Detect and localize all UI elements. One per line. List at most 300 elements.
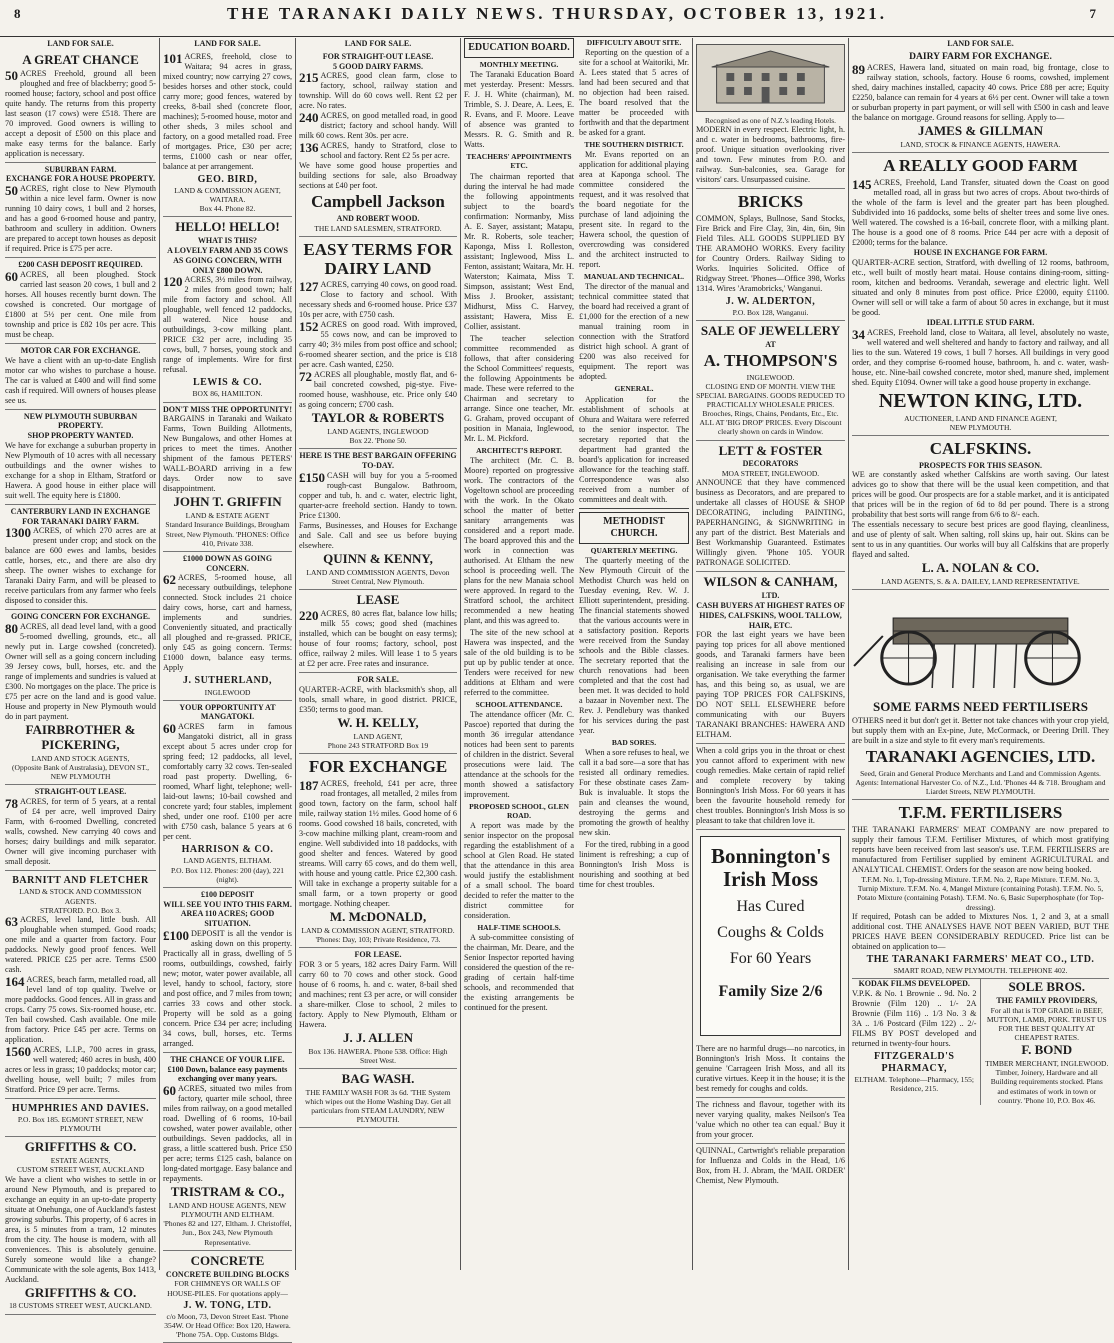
ad-tristram: [163, 1053, 292, 1251]
firm-subtitle: LAND AGENT,: [353, 731, 403, 741]
ad-body: ACRES, all dead level land, with a good 5-roomed dwelling, grounds, etc., all newly put in. Large cowshed (concreted). Owner will sell as a going concern including 39 Jersey cows, bull, horses, etc. and the range of implements and sundries is valued at £300. No mortgages on the place. The price is £75 per acre on the land and is good value. House and property in New Plymouth would do in part payment.: [5, 622, 156, 722]
ad-headline: A REALLY GOOD FARM: [883, 156, 1078, 176]
ad-waitara-farm: [163, 50, 292, 218]
ad-quinn-kenny: [299, 449, 457, 590]
ad-kelly: [299, 673, 457, 754]
firm-name: JAMES & GILLMAN: [918, 123, 1043, 139]
article-education-board: [464, 38, 574, 1015]
firm-name: HARRISON & CO.: [181, 844, 274, 856]
page-number-left: 8: [14, 6, 21, 21]
article-subheading: ARCHITECT'S REPORT.: [476, 445, 562, 455]
firm-subtitle: ESTATE AGENTS,: [50, 1156, 111, 1166]
article-paragraph: The quarterly meeting of the New Plymouth Circuit of the Methodist Church was held on Tuesday evening, Rev. W. J. Elliott superintendent, presiding. The financial statements showed that the various accounts were in a satisfactory position. Reports were received from the Sunday schools and the Bible classes. The secretary reported that the church renovations had been completed and that the cost had been met. It was decided to hold a bazaar in November next. The Rev. J. Pendlebury was thanked for his services during the past year.: [579, 556, 689, 736]
article-paragraph: The director of the manual and technical committee stated that the board had received a grant of £1,000 for the erection of a new manual training room in connection with the Stratford district high school. A grant of £200 was also received for equipment. The report was adopted.: [579, 282, 689, 382]
ad-body: FOR the last eight years we have been paying top prices for all above mentioned goods, and Taranaki farmers have been realising an increase in sale from our organisation. We take everything the farmer has, and this being so, as usual, we are paying TOP PRICES FOR CALFSKINS, DO NOT SELL ELSEWHERE before communicating with our Buyers TARANAKI BRANCHES: HAWERA AND ELTHAM.: [696, 630, 845, 740]
ad-headline: T.F.M. FERTILISERS: [898, 803, 1063, 823]
firm-name: BARNITT AND FLETCHER: [12, 875, 149, 887]
firm-address: Standard Insurance Buildings, Brougham Street, New Plymouth. 'PHONES: Office 410, Private 338.: [165, 520, 290, 548]
ad-body: The essentials necessary to secure best prices are good flaying, cleanliness, and use of plenty of salt. When salting, roll skins up, hair out. Skins can be sent to us in any quantities. Our works will buy all Calfskins that are properly flayed and salted.: [852, 520, 1109, 560]
ad-body: MODERN in every respect. Electric light, h. and c. water in bedrooms, bathrooms, fire-proof. Unique situation overlooking river and town. Few minutes from P.O. and railway. Sun-balconies, sea. Garage for visitors' cars. Unsurpassed cuisine.: [696, 125, 845, 185]
ad-body: ACRES on good road. With improved, 55 cows now, and can be improved to carry 40; 3½ miles from post office and school; 6-roomed shearer section, and the price is £18 per acre. Cash wanted, £250.: [299, 320, 457, 370]
ad-mangatoki: [163, 701, 292, 888]
ad-body: CASH will buy for you a 5-roomed rough-cast Bungalow. Bathroom, copper and tub, h. and c. water, electric light, quarter-acre freehold section. Handy to town. Price £1300.: [299, 470, 457, 520]
acre-number: 187: [299, 777, 319, 793]
firm-address: BOX 86, HAMILTON.: [192, 389, 263, 399]
ad-body: ACRES, 80 acres flat, balance low hills; milk 55 cows; good shed (machines installed, which can be bought on easy terms); house of four rooms; factory, school, post office, railway 2 miles. Will lease 1 to 5 years at £2 per acre. Free rates and insurance.: [299, 609, 457, 669]
ad-griffiths: [5, 1137, 156, 1314]
ad-body: ACRES, for term of 5 years, at a rental of £4 per acre, well improved Dairy Farm, with 6-roomed Dwelling, concreted walls, cowshed. New carrying 40 cows and horses; dairy buildings and milk separator. Owner will give incoming purchaser with small deposit.: [5, 797, 156, 867]
firm-name: J. J. ALLEN: [342, 1029, 414, 1045]
ad-body: ACRES, 3½ miles from railway, 2 miles from good town; half mile from factory and school. All ploughable, well fenced 12 paddocks, all watered. Nice house and outbuildings, 3-cow milking plant. PRICE £32 per acre, including 35 cows, bull, 7 horses, young stock and range of implements. Wire for first refusal.: [163, 275, 292, 375]
article-paragraph: Application for the establishment of schools at Ohura and Waitara were referred to the senior inspector. The secretary reported that the department had granted the board's application for increased allowance for the teaching staff. Correspondence was also received from a number of committees and dealt with.: [579, 394, 689, 504]
ad-headline: £100 DEPOSIT: [200, 889, 255, 899]
firm-name: GEO. BIRD,: [197, 173, 258, 185]
ad-headline: KODAK FILMS DEVELOPED.: [858, 979, 970, 989]
acre-number: 50: [5, 67, 18, 83]
article-subheading: DIFFICULTY ABOUT SITE.: [586, 38, 682, 47]
ad-body: ACRES, all been ploughed. Stock carried last season 20 cows, 1 bull and 2 horses. All houses recently burnt down. The cowshed is concreted. Our mortgage of £1800 at 5½ per cent. One mile from township and price is £82 10s per acre. This must be cheap.: [5, 269, 156, 339]
ad-lead: A LOVELY FARM AND 35 COWS AS GOING CONCERN, WITH ONLY £800 DOWN.: [167, 246, 288, 275]
column-4-news: [461, 38, 693, 1270]
ad-subheading: AT: [765, 340, 776, 350]
ad-body: V.P.K. & No. 1 Brownie .. 9d. No. 2 Brownie (Film 120) .. 1/- 2A Brownie (Film 116) .. 1/3 No. 3 & 3A .. 1/6 Postcard (Film 122) .. 2/- FILMS BY POST developed and returned in twenty-four hours.: [852, 988, 977, 1048]
ad-body: ACRES, L.I.P., 700 acres in grass, well watered; 460 acres in bush, 400 acres or less in grass; 10 paddocks; motor car; dwelling house, well built; 7 miles from Stratford. Price £9 per acre. Terms.: [5, 1044, 156, 1094]
firm-address: SMART ROAD, NEW PLYMOUTH. TELEPHONE 402.: [893, 965, 1068, 975]
firm-name: HUMPHRIES AND DAVIES.: [11, 1102, 150, 1114]
ad-caption: Recognised as one of N.Z.'s leading Hotels.: [704, 116, 837, 125]
ad-headline: FOR SALE.: [357, 675, 399, 685]
ad-subheading: CONCRETE BUILDING BLOCKS: [165, 1269, 290, 1279]
page-number-right: 7: [1089, 6, 1096, 21]
ad-headline: A GREAT CHANCE: [22, 51, 139, 67]
acre-number: 60: [163, 721, 176, 737]
ad-lead: £100 Down, balance easy payments exchanging over many years.: [167, 1064, 288, 1084]
article-subheading: QUARTERLY MEETING.: [590, 545, 678, 555]
firm-subtitle: AND ROBERT WOOD.: [336, 213, 420, 223]
firm-subtitle: LAND AGENTS, ELTHAM.: [183, 856, 272, 866]
ad-fertilisers-drill: [852, 590, 1109, 800]
firm-subtitle: LAND & STOCK AND COMMISSION AGENTS.: [19, 887, 142, 906]
acre-number: 50: [5, 183, 18, 199]
ad-body: We have a client who wishes to settle in or around New Plymouth, and is prepared to exchange an equity in an up-to-date property situate at Onehunga, one of Auckland's fastest growing suburbs. This property, of 6 acres in area, is 5 minutes from a tram, 12 minutes from the city. The house is modern, with all conveniences. This is absolutely genuine. Surely someone would like a change? Communicate with the sole agents, Box 1413, Auckland.: [5, 1174, 156, 1284]
ad-headline: FOR LEASE.: [354, 949, 402, 959]
firm-address: P.O. Box 112. Phones: 200 (day), 221 (night).: [170, 865, 285, 884]
ad-lead: WILL SEE YOU INTO THIS FARM. AREA 110 ACRES; GOOD SITUATION.: [163, 899, 292, 929]
ad-great-chance: [5, 50, 156, 163]
firm-address: INGLEWOOD.: [746, 372, 795, 382]
ad-body: WE are constantly asked whether Calfskins are worth saving. Our latest advices go to show that there will be the usual keen competition, and that prices will be good. Our prospects are for a stable market, and it is anticipated that prices will be in the region of 6d to 8d per pound. There is a strong probability that best sorts will range from 6/6 to 8/- each.: [852, 470, 1109, 520]
ad-tagline: Coughs & Colds: [717, 923, 824, 941]
article-subheading: TEACHERS' APPOINTMENTS ETC.: [466, 152, 572, 171]
ad-body: BARGAINS in Taranaki and Waikato Farms, Town Building Allotments, New Bungalows, and other Homes at prices to meet the times. Another shipment of the famous PETERS' WALL-BOARD arriving in a few days. Order now to save disappointment.: [163, 414, 292, 494]
ad-body: ACRES farm in famous Mangatoki district, all in grass except about 5 acres under crop for spring feed; 12 paddocks, all level, comfortably carry 32 cows. Ten-sealed road past property. Dwelling, 6-roomed, Wharf light, telephone; well-laid-out lawns; 10-bail cowshed and concrete yard; four stables, implement shed, under one roof. £100 per acre with £750 cash, balance 5 years at 6 per cent.: [163, 722, 292, 842]
acre-number: £150: [299, 469, 325, 485]
ad-neilsons-tea: [696, 1098, 845, 1144]
column-3: [296, 38, 461, 1270]
ad-body: We have some good house properties and building sections for sale, also Broadway sections at £40 per foot.: [299, 161, 457, 191]
ad-body: ACRES, Freehold land, close to Waitara, all level, absolutely no waste, well watered and well sheltered and handy to factory and railway, and all lies to the sun. Watered 19 cows, 1 bull 7 horses. All buildings in very good order, and they comprise 6-roomed house, bathroom, h. and c. water, wash-house, etc. Nine-bail cowshed concrete, motor shed, manure shed, implement shed. Equity £1094. Owner will take a good house property in exchange.: [852, 327, 1109, 387]
acre-number: 72: [299, 369, 312, 385]
ad-body: ACRES, beach farm, metalled road, all level land of top quality. Twelve or more paddocks. Good fences. All in grass and crops. Carry 75 cows. Six-roomed house, etc. Ten bail cowshed. Cash available. One mile from factory. Price £45 per acre. Terms on application.: [5, 974, 156, 1044]
hotel-building-icon: [697, 45, 844, 111]
ad-headline: STRAIGHT-OUT LEASE.: [34, 787, 127, 797]
acre-number: 101: [163, 50, 183, 66]
acre-number: 60: [5, 268, 18, 284]
ad-body: ACRES all ploughable, mostly flat, and 6-bail concreted cowshed, pig-stye. Five-roomed house, washhouse, etc. Price only £40 as going concern; £700 cash.: [299, 370, 457, 410]
article-paragraph: Reporting on the question of a site for a school at Waitoriki, Mr. A. Lees stated that 5 acres of land had been secured and that no objection had been raised. The board resolved that the matter be proceeded with forthwith and that the department be asked for a grant.: [579, 48, 689, 138]
firm-subtitle: THE FAMILY PROVIDERS,: [996, 995, 1098, 1005]
ad-body: QUINNAL, Cartwright's reliable preparation for Influenza and Colds in the Head, 1/6 Box, from H. J. Abram, the 'MAIL ORDER' Chemist, New Plymouth.: [696, 1146, 845, 1186]
acre-number: 78: [5, 796, 18, 812]
acre-number: 89: [852, 62, 865, 78]
ad-irish-moss-text: [696, 744, 845, 830]
ad-body: Timber, Joinery, Hardware and all Building requirements stocked. Plans and estimates of work in town or country. 'Phone 10, P.O. Box 46.: [990, 1068, 1103, 1105]
ad-body: ACRES, Freehold, Land Transfer, situated down the Coast on good metalled road, all in grass but two acres of crops. About two-thirds of the whole of the farm is level and the greater part has been ploughed. Subdivided into 16 paddocks, some belts of shelter trees and some live ones. Well watered. The cowshed is a 16-bail, concrete floor, with a milking plant. The house is a good one of 8 rooms. Price £44 per acre with a deposit of £2000; terms for the balance.: [852, 178, 1109, 248]
ad-quinnal: [696, 1144, 845, 1189]
article-paragraph: The site of the new school at Hawera was inspected, and the sale of the old building is to be put up by public tender at once. Tenders were received for new additions at Eltham and were referred to the committee.: [464, 627, 574, 697]
article-subheading: HALF-TIME SCHOOLS.: [477, 923, 561, 933]
ad-body: ANNOUNCE that they have commenced business as Decorators, and are prepared to undertake all classes of HOUSE & SHOP DECORATING, including PAINTING, PAPERHANGING, & SIGNWRITING in any part of the district. Best Materials and Best Workmanship Guaranteed. Estimates Willingly given. 'Phone 105. YOUR PATRONAGE SOLICITED.: [696, 478, 845, 568]
ad-np-suburban: [5, 410, 156, 505]
divider: [579, 508, 689, 509]
ad-straight-out-lease: [5, 785, 156, 871]
ad-subheading: WHAT IS THIS?: [197, 236, 258, 246]
product-list: T.F.M. No. 1, Top-dressing Mixture. T.F.M. No. 2, Rape Mixture. T.F.M. No. 3, Turnip Mixture. T.F.M. No. 4, Mangel Mixture (containing Potash). T.F.M. No. 5, Potato Mixture (containing Potash). T.F.M. No. 6, Basic Superphosphate (for Top-dressing).: [857, 875, 1104, 912]
column-2: [160, 38, 296, 1340]
article-continued: [579, 38, 689, 1015]
ad-subheading: CASH BUYERS AT HIGHEST RATES OF HIDES, CALFSKINS, WOOL TALLOW, HAIR, ETC.: [696, 601, 845, 630]
ad-newton-king: [852, 153, 1109, 435]
acre-number: 215: [299, 70, 319, 86]
ad-body: ACRES, of which 270 acres are at present under crop; and stock on the balance are 600 ewes and lambs, besides cattle, horses, etc., and there are also dry sheep. The owner wishes to exchange for Taranaki Dairy Farm, and will be pleased to receive particulars from any farmer who feels disposed to consider this.: [5, 526, 156, 606]
article-subheading: SCHOOL ATTENDANCE.: [475, 699, 563, 709]
article-subheading: MANUAL AND TECHNICAL.: [583, 272, 685, 282]
firm-address: Agents: International Harvester Co. of N.Z., Ltd. 'Phones 44 & 718. Brougham and Liardet Streets, NEW PLYMOUTH.: [855, 778, 1106, 797]
ad-headline: HERE IS THE BEST BARGAIN OFFERING TO-DAY.: [299, 451, 457, 471]
ad-body: For all that is TOP GRADE in BEEF, MUTTON, LAMB, PORK. TRUST US FOR THE BEST QUALITY AT CHEAPEST RATES.: [986, 1005, 1107, 1043]
price-label: Family Size 2/6: [718, 983, 823, 1001]
firm-name: J. W. ALDERTON,: [725, 295, 816, 307]
ad-headline: £1000 DOWN AS GOING CONCERN.: [182, 553, 273, 573]
ad-mcdonald: [299, 754, 457, 948]
firm-address: (Opposite Bank of Australasia), DEVON ST., NEW PLYMOUTH: [12, 763, 149, 782]
firm-address: 18 CUSTOMS STREET WEST, AUCKLAND.: [9, 1301, 152, 1311]
seed-drill-icon: [852, 596, 1109, 696]
ad-headline: BAG WASH.: [341, 1070, 415, 1086]
ad-subheading: EXCHANGE FOR A HOUSE PROPERTY.: [6, 174, 155, 184]
firm-subtitle: LAND AND STOCK AGENTS,: [31, 754, 130, 764]
article-paragraph: The attendance officer (Mr. C. Pascoe) reported that during the month 36 irregular attendance notices had been sent to parents of children in the district. Several prosecutions were laid. The attendance at the schools for the month showed a satisfactory improvement.: [464, 709, 574, 799]
ad-body: DEPOSIT is all the vendor is asking down on this property. Practically all in grass, dwelling of 5 rooms, outbuildings, cowshed, fairly new; motor, water power available, all level, handy to school, factory, store and post office, and 7 miles from town; carries 33 cows and other stock. Property will be sold as a going concern. Price £34 per acre; including 34 cows, bull, horses, etc. Terms arranged.: [163, 928, 293, 1048]
ad-body: ACRES, 5-roomed house, all necessary outbuildings, telephone connected. Stock includes 21 choice dairy cows, horse, cart and harness, implements and sundries. Conveniently situated, and practically all ploughed and re-grassed. PRICE, only £45 as going concern. Terms: £1000 down, balance easy terms. Apply: [163, 573, 292, 673]
ad-kodak: [852, 979, 981, 1105]
ad-body: ACRES, level land, little bush. All ploughable when stumped. Good roads; one mile and a quarter from factory. Four paddocks. Newly good proof fences. Well watered. PRICE £25 per acre. Terms £500 cash.: [5, 914, 156, 974]
ad-body: The richness and flavour, together with its never varying quality, makes Neilson's Tea 'value which no other tea can equal.' Buy it from your grocer.: [696, 1100, 845, 1140]
ad-headline: HELLO! HELLO!: [175, 219, 280, 235]
firm-name: J. SUTHERLAND,: [183, 675, 272, 687]
ad-going-concern: [5, 610, 156, 785]
ad-wilson-canham: [696, 572, 845, 744]
ad-body: We have a client with an up-to-date English motor car who wishes to purchase a house. The car is valued at £400 and will find some cash if required. Will owners of houses please see us.: [5, 355, 156, 405]
ad-subheading: SHOP PROPERTY WANTED.: [27, 431, 134, 441]
ad-allen: [299, 948, 457, 1069]
firm-name: TARANAKI AGENCIES, LTD.: [865, 747, 1096, 767]
ad-body: QUARTER-ACRE section, Stratford, with dwelling of 12 rooms, bathroom, etc., well built of mostly heart matai. House contains dining-room, sitting-room, kitchen and bedrooms. Verandah, sewerage and electric light. Well situated and only 8 minutes from post office. Price £2000, equity £1100. Owner will sell or will take a farm of about 50 acres in exchange, but it must be good.: [852, 257, 1109, 317]
acre-number: £100: [163, 927, 189, 943]
acre-number: 1560: [5, 1043, 31, 1059]
ad-headline: BRICKS: [737, 192, 804, 212]
firm-name: L. A. NOLAN & CO.: [921, 560, 1040, 576]
ad-jewellery: [696, 321, 845, 440]
ad-subheading: HOUSE IN EXCHANGE FOR FARM.: [913, 248, 1048, 258]
ad-body: ACRES, good clean farm, close to factory, school, railway station and township. Will do 60 cows well. Rent £2 per acre. No rates.: [299, 71, 457, 111]
firm-address: THE LAND SALESMEN, STRATFORD.: [314, 223, 442, 233]
irish-moss-advertisement: [700, 836, 841, 1036]
ad-100-deposit: [163, 888, 292, 1053]
ad-body: THE TARANAKI FARMERS' MEAT COMPANY are now prepared to supply their famous T.F.M. Fertiliser Mixtures, of which most gratifying reports have been received from last season's use. T.F.M. FERTILISERS are manufactured from Fertiliser supplied by eminent AGRICULTURAL and ANALYTICAL CHEMIST. Orders for the season are now being booked.: [852, 825, 1109, 875]
firm-name: WILSON & CANHAM,: [703, 574, 838, 590]
ad-body: COMMON, Splays, Bullnose, Sand Stocks, Fire Brick and Fire Clay, 3in, 4in, 6in, 9in Field Tiles. ALL GOODS SUPPLIED BY THE ARAMOHO WORKS. Every facility for Country Orders. Railway Siding to Works. Inquiries Solicited. Office of Ridgway Street. 'Phones—Office 398, Works 1314. Wires 'Aramobricks,' Wanganui.: [696, 213, 845, 293]
category-heading: LAND FOR SALE.: [194, 39, 261, 48]
ad-suburban-farm: [5, 163, 156, 259]
firm-name: GRIFFITHS & CO.: [24, 1139, 137, 1155]
firm-name: JOHN T. GRIFFIN: [173, 494, 282, 510]
ad-headline: FOR STRAIGHT-OUT LEASE.: [322, 51, 434, 61]
category-heading: LAND FOR SALE.: [344, 39, 412, 48]
ad-headline: £200 CASH DEPOSIT REQUIRED.: [18, 260, 143, 270]
ad-headline: SUBURBAN FARM.: [44, 164, 117, 174]
firm-address: Box 22. 'Phone 50.: [349, 436, 407, 446]
ad-canterbury: [5, 505, 156, 611]
ad-headline: SOME FARMS NEED FERTILISERS: [873, 699, 1088, 715]
article-subheading: PROPOSED SCHOOL, GLEN ROAD.: [469, 801, 569, 821]
article-subheading: THE SOUTHERN DISTRICT.: [584, 140, 684, 150]
firm-name: GRIFFITHS & CO.: [24, 1284, 137, 1300]
firm-subtitle: AUCTIONEER, LAND AND FINANCE AGENT,: [904, 413, 1057, 423]
firm-name: THE TARANAKI FARMERS' MEAT CO., LTD.: [866, 953, 1095, 965]
ad-barnitt-fletcher: [5, 871, 156, 1099]
column-6: [849, 38, 1112, 1270]
article-paragraph: The architect (Mr. C. B. Moore) reported on progressive work. The contractors of the Vogeltown school are proceeding with the work. In the Okato school the matter of better sanitary arrangements was considered and a report made. The board approved this and the work in connection was authorised. At Eltham the new school is proceeding well. The plans for the new Manaia school were approved. In regard to the Stratford school, the architect recommended a new heating plant, and this was agreed to.: [464, 455, 574, 625]
firm-subtitle: LTD.: [761, 591, 780, 601]
firm-name: FITZGERALD'S PHARMACY,: [874, 1050, 955, 1074]
article-paragraph: When a sore refuses to heal, we call it a bad sore—a sore that has resisted all ordinary remedies. For these obstinate cases Zam-Buk is invaluable. It stops the pain and cleanses the wound, destroying the germs and promoting the growth of healthy new skin.: [579, 748, 689, 838]
ad-griffin: [163, 403, 292, 552]
acre-number: 80: [5, 621, 18, 637]
ad-body: ACRES, carrying 40 cows, on good road. Close to factory and school. With necessary sheds and 6-roomed house. Price £37 10s per acre, with £750 cash.: [299, 280, 457, 320]
ad-calfskins: [852, 436, 1109, 591]
ad-lease: [299, 590, 457, 673]
acre-number: 1300: [5, 525, 31, 541]
article-paragraph: The chairman reported that during the interval he had made the following appointments subject to the board's confirmation: Normanby, Miss A. E. Sayer, assistant; Matapu, Mr. R. Roberts, sole teacher; Kaponga, Miss I. Rolleston, assistant; Inglewood, Miss L. Fenton, assistant; Waitara, Mr. H. Waterston; Kaimata, Miss T. Simpson, assistant; West End, Miss J. Brooker, assistant; Midhurst, Miss C. Harvey, assistant; Hawera, Miss E. Collier, assistant.: [464, 171, 574, 331]
ad-body: ACRES, handy to Stratford, close to school and factory. Rent £2 5s per acre.: [320, 141, 457, 161]
ad-headline: SALE OF JEWELLERY: [700, 323, 841, 339]
firm-subtitle: LAND & ESTATE AGENT: [185, 511, 270, 521]
ad-cash-deposit: [5, 258, 156, 344]
ad-bag-wash: [299, 1069, 457, 1129]
firm-address: P.O. Box 185. EGMONT STREET, NEW PLYMOUTH: [17, 1115, 144, 1134]
ad-subheading: PROSPECTS FOR THIS SEASON.: [919, 460, 1042, 470]
firm-address: 'Phones 82 and 127, Eltham. J. Christoffel, Jun., Box 243, New Plymouth Representative.: [163, 1219, 292, 1247]
ad-headline: THE CHANCE OF YOUR LIFE.: [170, 1054, 285, 1064]
acre-number: 60: [163, 1083, 176, 1099]
acre-number: 136: [299, 140, 319, 156]
firm-subtitle: LAND & COMMISSION AGENT, WAITARA.: [174, 185, 281, 205]
firm-name: J. W. TONG, LTD.: [183, 1299, 272, 1311]
article-paragraph: Mr. Evans reported on an application for additional playing area at Kaponga school. The committee considered the request, and it was resolved that the board negotiate for the purchase of land adjoining the present site. In regard to the Hawera school, the question of overcrowding was considered and the architect instructed to report.: [579, 150, 689, 270]
ad-body: FOR 3 or 5 years, 182 acres Dairy Farm. Will carry 60 to 70 cows and other stock. Good house of 6 rooms, h. and c. water, 8-bail shed and machines; rent £3 per acre, or will consider a share-milker. Close to school, 2 miles to factory. Apply to New Plymouth, Eltham or Hawera.: [299, 959, 457, 1029]
ad-headline: CANTERBURY LAND IN EXCHANGE FOR TARANAKI DAIRY FARM.: [10, 506, 151, 526]
article-paragraph: For the tired, rubbing in a good liniment is refreshing; a cup of Bonnington's Irish Moss is nourishing and soothing at bed time for chest troubles.: [579, 840, 689, 890]
firm-address: 'Phones: Day, 103; Private Residence, 73.: [315, 934, 441, 944]
firm-subtitle: DECORATORS: [742, 459, 799, 469]
ad-headline: CONCRETE: [190, 1252, 265, 1268]
firm-address: Box 136. HAWERA. Phone 538. Office: High Street West.: [308, 1046, 448, 1065]
firm-name: M. McDONALD,: [329, 908, 427, 924]
article-title: METHODIST CHURCH.: [603, 515, 665, 539]
ad-body: ACRES, right close to New Plymouth within a nice level farm. Owner is now running 10 dairy cows, 1 bull and 2 horses, and has a good 6-roomed house and pantry, bathroom and scullery in addition. Owners are prepared to accept town houses as deposit if required. Price is £75 per acre.: [5, 184, 156, 254]
ad-body: When a cold grips you in the throat or chest you cannot afford to experiment with new cough remedies. Make certain of rapid relief and complete recovery by taking Bonnington's Irish Moss. For 60 years it has been the favourite household remedy for chest troubles. Bonnington's Irish Moss is so pleasant to take that children love it.: [696, 746, 845, 826]
ad-body: There are no harmful drugs—no narcotics, in Bonnington's Irish Moss. It contains the genuine 'Carrageen Irish Moss, and all its curative virtues. Keep it in the house; it is the best remedy for coughs and colds.: [696, 1044, 845, 1094]
acre-number: 164: [5, 973, 25, 989]
ad-body: QUARTER-ACRE, with blacksmith's shop, all tools, small whare, in good district. PRICE, £350; terms to good man.: [299, 684, 457, 714]
ad-concrete: [163, 1251, 292, 1343]
ad-body: If required, Potash can be added to Mixtures Nos. 1, 2 and 3, at a small additional cost. THE ANALYSES HAVE NOT BEEN VARIED, BUT THE PRICES HAVE BEEN CONSIDERABLY REDUCED. Price list can be obtained on application to—: [852, 911, 1109, 951]
ad-body: ACRES, on good metalled road, in good district; factory and school handy. Will milk 60 cows. Rent 30s. per acre.: [299, 111, 457, 141]
firm-name: QUINN & KENNY,: [323, 550, 433, 566]
ad-headline: YOUR OPPORTUNITY AT MANGATOKI.: [179, 702, 276, 722]
firm-address: ELTHAM. Telephone—Pharmacy, 155; Residence, 215.: [854, 1075, 974, 1094]
ad-hello: [163, 217, 292, 402]
column-5: [693, 38, 849, 1270]
category-heading: LAND FOR SALE.: [947, 39, 1014, 48]
ad-james-gillman: [852, 50, 1109, 154]
ad-lead: 5 GOOD DAIRY FARMS.: [333, 61, 423, 71]
ad-body: OTHERS need it but don't get it. Better not take chances with your crop yield, but supply them with an Ex-pine, Jute, McCormack, or Deering Drill. They are built in a size and style to fit every man's requirements.: [852, 716, 1109, 746]
ad-subheading: IDEAL LITTLE STUD FARM.: [926, 317, 1035, 327]
firm-address: LAND, STOCK & FINANCE AGENTS, HAWERA.: [900, 140, 1061, 150]
firm-address: CUSTOM STREET WEST, AUCKLAND: [16, 1165, 145, 1175]
article-paragraph: A sub-committee consisting of the chairman, Mr. Deare, and the Senior Inspector reported having considered the question of the re-grading of certain half-time schools, and recommended that the existing arrangements be continued for the present.: [464, 933, 574, 1013]
seed-drill-illustration: [852, 596, 1109, 696]
newspaper-title: THE TARANAKI DAILY NEWS. THURSDAY, OCTOBER 13, 1921.: [227, 4, 887, 23]
ad-tagline: Has Cured: [736, 898, 805, 916]
firm-address: INGLEWOOD: [204, 687, 251, 697]
ad-headline: DON'T MISS THE OPPORTUNITY!: [163, 404, 292, 414]
firm-name: SOLE BROS.: [1008, 979, 1086, 995]
column-1: [2, 38, 160, 1311]
article-paragraph: The teacher selection committee recommended as follows, that after considering the School Committees' requests, the following Appointments be made. These were referred to the Chairman and secretary to arrange. Since one teacher, Mr. G. Graham, proved occupant of position in Manaia, Inglewood, Mr. L. M. Pickford.: [464, 333, 574, 443]
ad-body: CLOSING END OF MONTH. VIEW THE SPECIAL BARGAINS. GOODS REDUCED TO PRACTICALLY WHOLESALE PRICES. Brooches, Rings, Chains, Pendants, Etc., Etc. ALL AT 'BIG DROP' PRICES. Every Discount clearly shown on cards in Window.: [696, 381, 845, 437]
firm-address: LAND AGENTS, S. & A. DAILEY, LAND REPRESENTATIVE.: [881, 577, 1080, 587]
firm-subtitle: LAND AND HOUSE AGENTS, NEW PLYMOUTH AND ELTHAM.: [168, 1201, 287, 1220]
ad-headline: NEW PLYMOUTH SUBURBAN PROPERTY.: [23, 411, 138, 431]
ad-body: Farms, Businesses, and Houses for Exchange and Sale. Call and see us before buying elsewhere.: [299, 520, 457, 550]
firm-subtitle: LAND AGENTS, INGLEWOOD: [327, 427, 429, 437]
ad-body: FOR CHIMNEYS OR WALLS OF HOUSE-PILES. For quotations apply—: [167, 1279, 288, 1298]
brand-name: Bonnington's: [710, 844, 831, 869]
ad-headline: FOR EXCHANGE: [308, 757, 448, 777]
hotel-illustration: [696, 44, 845, 112]
acre-number: 127: [299, 279, 319, 295]
ad-sole-bros: [985, 979, 1110, 1105]
firm-address: LAND AND COMMISSION AGENTS, Devon Street Central, New Plymouth.: [306, 567, 450, 586]
firm-name: FAIRBROTHER & PICKERING,: [25, 722, 136, 753]
ad-tfm-fertilisers: [852, 800, 1109, 979]
ad-body: ACRES, Hawera land, situated on main road, big frontage, close to railway station, schools, factory. House 6 rooms, cowshed, implement shed, dairy machines installed, capacity 40 cows. Price £88 per acre; Equity £2250, balance can remain for 4 years at 6½ per cent. Owner will take a town or suburban property in part payment, or will sell with £500 in cash and leave the balance on mortgage. Ground reasons for selling. Apply to—: [852, 63, 1109, 123]
ad-headline: MOTOR CAR FOR EXCHANGE.: [20, 345, 141, 355]
acre-number: 34: [852, 326, 865, 342]
firm-name: TAYLOR & ROBERTS: [311, 410, 445, 426]
ad-no-drugs: [696, 1042, 845, 1098]
ad-body: ACRES, freehold, £41 per acre, three road frontages, all metalled, 2 miles from good town, factory on the farm, school half mile, railway station 1½ miles. Good home of 6 rooms. Good cowshed 18 bails, concreted, with 3-cow machine milking plant, cream-room and engine. Well subdivided into 18 paddocks, with good shelter and fences. Watered by good streams. Will carry 65 cows, and do them well, with house and young cattle. Price £2,300 cash. Will take in exchange a property suitable for a small farm, or a town property or good mortgage. Nothing cheaper.: [299, 778, 457, 908]
firm-address: Box 44. Phone 82.: [199, 204, 256, 214]
firm-name: NEWTON KING, LTD.: [878, 389, 1083, 412]
article-title: EDUCATION BOARD.: [468, 42, 570, 53]
ad-headline: DAIRY FARM FOR EXCHANGE.: [909, 51, 1052, 62]
ad-body: We have for exchange a suburban property in New Plymouth of 10 acres with all necessary outbuildings and the owner wishes to exchange for a shop in Eltham, Stratford or Hawera. A good house in either place will suit well. The equity here is £1800.: [5, 440, 156, 500]
ad-campbell-jackson: [299, 50, 457, 237]
acre-number: 63: [5, 913, 18, 929]
article-paragraph: The Taranaki Education Board met yesterday. Present: Messrs. F. J. H. White (chairman), M. Trimble, S. J. Deare, A. Lees, E. R. Evans, and F. Moore. Leave of absence was granted to Messrs. R. G. Smith and R. Watts.: [464, 70, 574, 150]
firm-name: LETT & FOSTER: [718, 442, 823, 458]
acre-number: 62: [163, 572, 176, 588]
masthead: [0, 0, 1114, 37]
ad-body: ACRES, situated two miles from factory, quarter mile school, three miles from railway, on a good metalled road. Dwelling of 6 rooms, 10-bail cowshed, water power available, other outbuildings. Seven paddocks, all in grass, a little scattered bush. Price £50 per acre; terms £125 cash, balance on long-dated mortgage. Easy balance and repayments.: [163, 1084, 292, 1184]
firm-name: TRISTRAM & CO.,: [170, 1184, 285, 1200]
firm-subtitle: LAND & COMMISSION AGENT, STRATFORD.: [301, 925, 455, 935]
firm-name: Campbell Jackson: [311, 192, 445, 212]
firm-name: A. THOMPSON'S: [703, 350, 838, 370]
ad-body: ACRES, freehold, close to Waitara; 94 acres in grass, mixed country; now carrying 27 cows, besides horses and other stock, could carry more; good fences, watered by creeks, 8-bail shed (concrete floor, machines); 5-roomed house, motor and other sheds, 3 miles school and factory, on a good metalled road. Free of mortgages. Price, £30 per acre; terms, £1000 cash or near offer, balance at per arrangement.: [163, 51, 292, 171]
acre-number: 120: [163, 274, 183, 290]
firm-name: W. H. KELLY,: [337, 714, 419, 730]
article-paragraph: A report was made by the senior inspector on the proposal regarding the establishment of a school at Glen Road. He stated that the attendance in this area would justify the establishment of a small school. The board decided to refer the matter to the district committee for consideration.: [464, 821, 574, 921]
ad-lett-foster: [696, 441, 845, 573]
article-subheading: BAD SORES.: [611, 738, 657, 748]
ad-headline: CALFSKINS.: [929, 438, 1032, 458]
ad-motor-car: [5, 344, 156, 410]
firm-address: STRATFORD. P.O. Box 3.: [39, 905, 122, 915]
firm-address: c/o Moon, 73, Devon Street East. 'Phone 354W. Or Head Office: Box 120, Hawera. 'Phone 75A. Opp. Customs Bldgs.: [164, 1311, 291, 1340]
firm-subtitle: TIMBER MERCHANT, INGLEWOOD.: [985, 1059, 1109, 1069]
firm-subtitle: Seed, Grain and General Produce Merchants and Land and Commission Agents.: [860, 769, 1101, 779]
article-subheading: MONTHLY MEETING.: [479, 60, 559, 70]
ad-taylor-roberts: [299, 237, 457, 450]
ad-tagline: For 60 Years: [729, 949, 812, 967]
article-subheading: GENERAL.: [614, 384, 654, 394]
firm-name: F. BOND: [1021, 1042, 1073, 1058]
firm-address: MOA STREET, INGLEWOOD.: [721, 469, 820, 479]
product-name: Irish Moss: [722, 867, 819, 892]
acre-number: 145: [852, 177, 872, 193]
ad-bricks: [696, 189, 845, 321]
ad-humphries-davies: [5, 1099, 156, 1137]
acre-number: 152: [299, 319, 319, 335]
firm-address: Phone 243 STRATFORD Box 19: [327, 740, 429, 750]
acre-number: 220: [299, 608, 319, 624]
firm-address: P.O. Box 128, Wanganui.: [732, 308, 809, 318]
firm-address: NEW PLYMOUTH.: [949, 422, 1012, 432]
ad-hotel: [696, 38, 845, 189]
category-heading: LAND FOR SALE.: [47, 39, 114, 48]
ad-headline: GOING CONCERN FOR EXCHANGE.: [10, 612, 151, 622]
ad-sutherland: [163, 552, 292, 701]
ad-body: ACRES Freehold, ground all been ploughed and free of blackberry; good 5-roomed house; factory, school and post office quite handy. The returns from this property last season (17 cows) were £518. There are 70 improved. Good owners is willing to accept a deposit of £500 on this place and make easy terms for the balance. Early application is necessary.: [5, 68, 156, 158]
ad-body: THE FAMILY WASH FOR 3s 6d. 'THE System which wipes out the Home Washing Day. Get all particulars from STEAM LAUNDRY, NEW PLYMOUTH.: [304, 1087, 452, 1125]
firm-name: LEWIS & CO.: [192, 377, 263, 389]
acre-number: 240: [299, 110, 319, 126]
